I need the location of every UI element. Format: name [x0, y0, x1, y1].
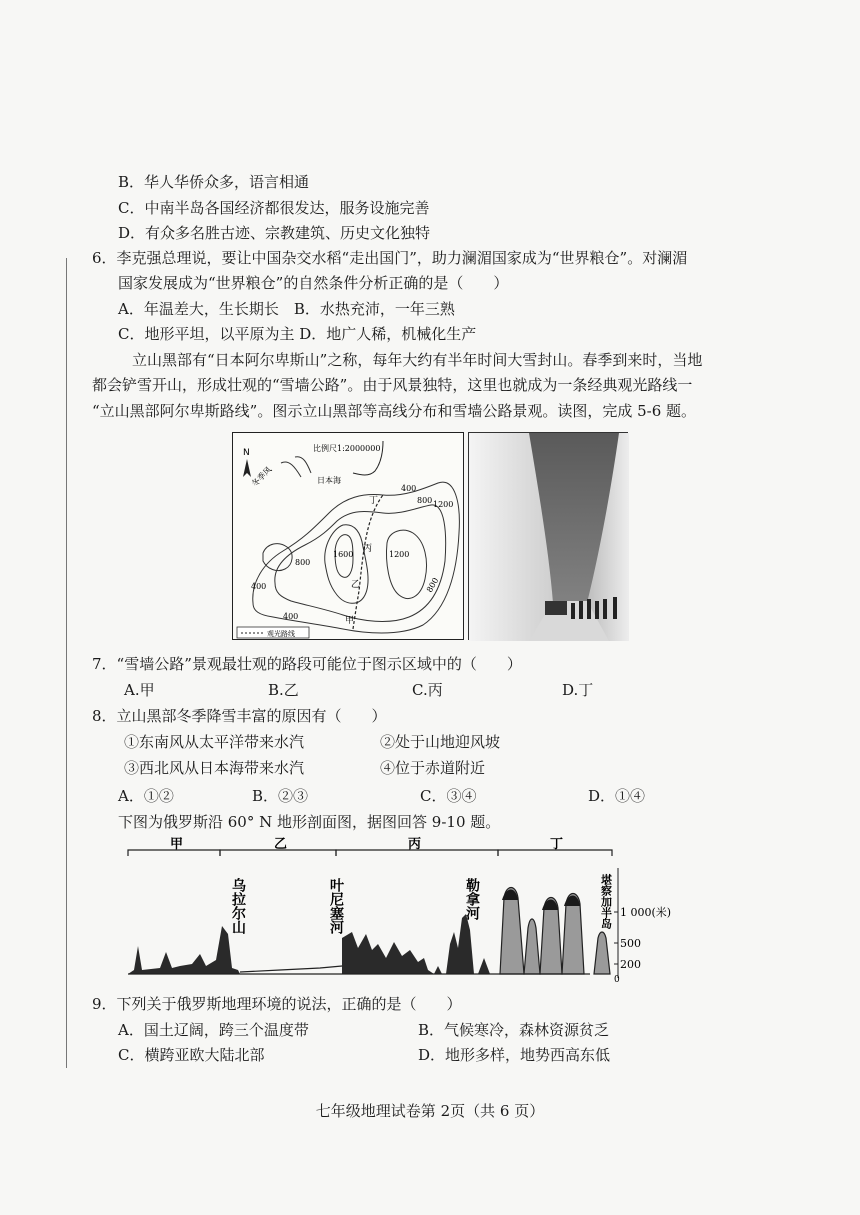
q7-option-b: B.乙 — [268, 681, 299, 699]
contour-label: 800 — [295, 558, 311, 567]
q6-stem-line2: 国家发展成为“世界粮仓”的自然条件分析正确的是（ ） — [118, 274, 509, 292]
map-point-yi: 乙 — [351, 580, 361, 590]
russia-profile-svg — [120, 837, 672, 985]
q6-stem-line1: 6．李克强总理说，要让中国杂交水稻“走出国门”，助力澜湄国家成为“世界粮仓”。对澜湄 — [92, 249, 688, 267]
q6-options-ab: A．年温差大，生长期长 B．水热充沛，一年三熟 — [118, 300, 455, 318]
passage-line1: 立山黑部有“日本阿尔卑斯山”之称，每年大约有半年时间大雪封山。春季到来时，当地 — [132, 351, 703, 369]
section-jia: 甲 — [170, 837, 184, 852]
section-yi: 乙 — [274, 837, 288, 852]
north-arrow-icon — [243, 459, 251, 477]
plain-line — [240, 966, 342, 972]
tour-route — [353, 495, 383, 629]
axis-label-0: 0 — [614, 975, 620, 985]
q8-statement-2: ②处于山地迎风坡 — [380, 733, 501, 751]
q8-statement-3: ③西北风从日本海带来水汽 — [124, 759, 305, 777]
q8-stem: 8．立山黑部冬季降雪丰富的原因有（ ） — [92, 707, 387, 725]
terrain-bump — [434, 966, 442, 974]
q9-option-b: B．气候寒冷，森林资源贫乏 — [418, 1021, 610, 1039]
north-label: N — [243, 448, 250, 458]
axis-label-1000: 1 000(米) — [620, 906, 672, 919]
profile-intro: 下图为俄罗斯沿 60° N 地形剖面图，据图回答 9-10 题。 — [118, 813, 501, 831]
contour-label: 400 — [251, 582, 267, 591]
label-kamchatka: 堪察加半岛 — [599, 874, 613, 929]
terrain-east-peak — [500, 888, 524, 975]
terrain-east-peak — [524, 919, 540, 974]
contour-label: 1200 — [433, 500, 454, 509]
q8-option-c: C．③④ — [420, 787, 477, 805]
contour-line — [263, 544, 292, 571]
q5-option-b: B．华人华侨众多，语言相通 — [118, 173, 310, 191]
section-ding: 丁 — [550, 837, 564, 852]
q5-option-c: C．中南半岛各国经济都很发达，服务设施完善 — [118, 199, 430, 217]
terrain-lena-hills — [446, 914, 474, 974]
label-lena: 勒拿河 — [464, 878, 480, 920]
contour-label: 800 — [424, 576, 441, 594]
terrain-kamchatka — [594, 932, 610, 974]
q9-option-c: C．横跨亚欧大陆北部 — [118, 1046, 265, 1064]
wind-arrow-icon — [281, 462, 301, 477]
contour-label: 1600 — [333, 550, 354, 559]
margin-rule — [66, 258, 67, 1068]
russia-profile-figure — [120, 837, 672, 985]
q7-option-a: A.甲 — [124, 681, 155, 699]
q8-statement-4: ④位于赤道附近 — [380, 759, 486, 777]
q8-option-a: A．①② — [118, 787, 174, 805]
snow-wall-photo — [468, 432, 628, 640]
contour-map — [232, 432, 464, 640]
axis-label-500: 500 — [620, 937, 641, 950]
map-point-bing: 丙 — [363, 544, 373, 554]
q9-stem: 9．下列关于俄罗斯地理环境的说法，正确的是（ ） — [92, 995, 462, 1013]
terrain-bump — [478, 958, 490, 974]
passage-line2: 都会铲雪开山，形成壮观的“雪墙公路”。由于风景独特，这里也就成为一条经典观光路线一 — [92, 376, 693, 394]
q7-option-d: D.丁 — [562, 681, 594, 699]
contour-line — [387, 530, 427, 598]
q9-option-d: D．地形多样，地势西高东低 — [418, 1046, 611, 1064]
q9-option-a: A．国土辽阔，跨三个温度带 — [118, 1021, 309, 1039]
q8-option-d: D．①④ — [588, 787, 646, 805]
label-yenisei: 叶尼塞河 — [328, 878, 344, 934]
q8-statement-1: ①东南风从太平洋带来水汽 — [124, 733, 305, 751]
contour-label: 400 — [283, 612, 299, 621]
terrain-west — [128, 926, 240, 974]
sea-label: 日本海 — [317, 476, 341, 485]
axis-label-200: 200 — [620, 958, 641, 971]
contour-label: 1200 — [389, 550, 410, 559]
q7-option-c: C.丙 — [412, 681, 443, 699]
contour-label: 400 — [401, 484, 417, 493]
map-point-jia: 甲 — [345, 616, 355, 626]
contour-label: 800 — [417, 496, 433, 505]
legend-label: 观光路线 — [267, 630, 295, 638]
contour-map-svg — [233, 433, 465, 641]
q7-stem: 7．“雪墙公路”景观最壮观的路段可能位于图示区域中的（ ） — [92, 655, 522, 673]
section-bing: 丙 — [408, 837, 422, 852]
passage-line3: “立山黑部阿尔卑斯路线”。图示立山黑部等高线分布和雪墙公路景观。读图，完成 5-6 题。 — [92, 402, 697, 420]
q8-option-b: B．②③ — [252, 787, 309, 805]
page-footer: 七年级地理试卷第 2页（共 6 页） — [315, 1102, 545, 1120]
q5-option-d: D．有众多名胜古迹、宗教建筑、历史文化独特 — [118, 224, 431, 242]
tateyama-figure — [232, 432, 628, 642]
q6-options-cd: C．地形平坦，以平原为主 D．地广人稀，机械化生产 — [118, 325, 477, 343]
snow-wall-photo-svg — [469, 433, 629, 641]
wind-label: 冬季风 — [250, 465, 274, 489]
map-scale: 比例尺1:2000000 — [313, 444, 381, 453]
label-ural: 乌拉尔山 — [230, 878, 246, 934]
terrain-central — [342, 932, 434, 974]
map-point-ding: 丁 — [369, 496, 379, 506]
